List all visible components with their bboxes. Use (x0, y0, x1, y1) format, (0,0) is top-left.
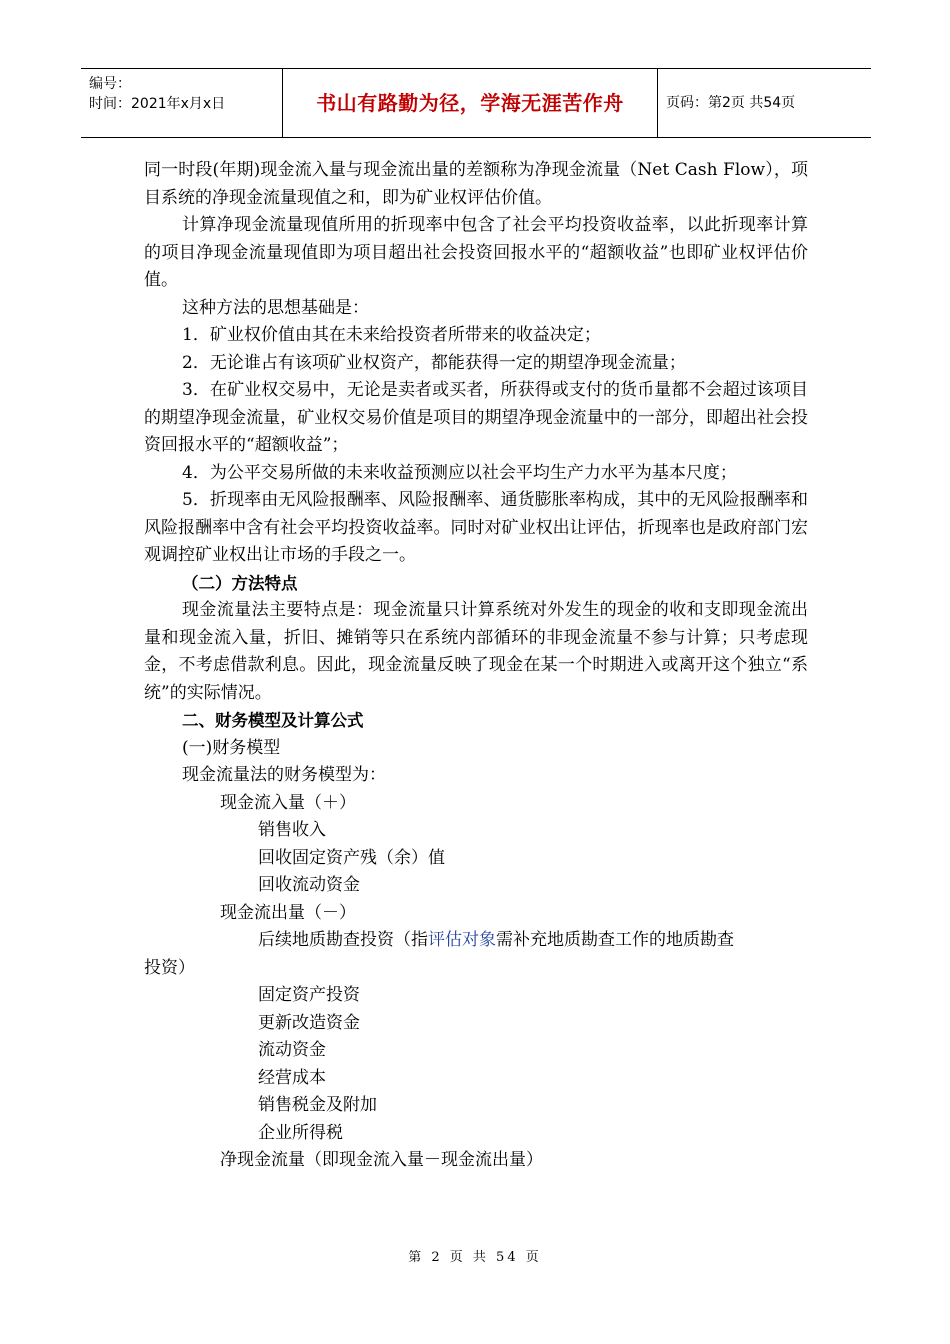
paragraph-features: 现金流量法主要特点是：现金流量只计算系统对外发生的现金的收和支即现金流出量和现金流入量，折旧、摊销等只在系统内部循环的非现金流量不参与计算；只考虑现金，不考虑借款利息。因此，现金流量反映了现金在某一个时期进入或离开这个独立“系统”的实际情况。 (144, 600, 808, 703)
page-header (81, 68, 871, 138)
inflow-item: 回收流动资金 (258, 875, 360, 895)
number-label: 编号： (89, 76, 131, 92)
outflow-item: 更新改造资金 (258, 1012, 360, 1033)
header-page-label: 页码：第2页 共54页 (666, 95, 796, 111)
outflow-text-a: 后续地质勘查投资（指 (258, 930, 428, 950)
outflow-heading: 现金流出量（－） (220, 902, 356, 923)
outflow-text-b: 需补充地质勘查工作的地质勘查 (496, 930, 734, 950)
list-item: 5．折现率由无风险报酬率、风险报酬率、通货膨胀率构成，其中的无风险报酬率和风险报酬率中含有社会平均投资收益率。同时对矿业权出让评估，折现率也是政府部门宏观调控矿业权出让市场的手段之一。 (144, 490, 808, 565)
list-item: 2．无论谁占有该项矿业权资产，都能获得一定的期望净现金流量； (182, 352, 686, 373)
subheading-model: (一)财务模型 (182, 737, 281, 758)
paragraph-discount-rate: 计算净现金流量现值所用的折现率中包含了社会平均投资收益率，以此折现率计算的项目净现金流量现值即为项目超出社会投资回报水平的“超额收益”也即矿业权评估价值。 (144, 215, 808, 290)
outflow-item: 销售税金及附加 (258, 1095, 377, 1115)
date-label: 时间：2021年x月x日 (89, 96, 226, 112)
outflow-item: 企业所得税 (258, 1122, 343, 1143)
list-item: 4．为公平交易所做的未来收益预测应以社会平均生产力水平为基本尺度； (182, 462, 737, 483)
net-cash-flow-line: 净现金流量（即现金流入量－现金流出量） (220, 1150, 543, 1170)
outflow-item: 固定资产投资 (258, 985, 360, 1005)
paragraph-net-cash-flow: 同一时段(年期)现金流入量与现金流出量的差额称为净现金流量（Net Cash Flow），项目系统的净现金流量现值之和，即为矿业权评估价值。 (144, 160, 808, 208)
inflow-item: 销售收入 (258, 820, 326, 840)
page-footer: 第 2 页 共 54 页 (408, 1250, 542, 1265)
header-meta-cell (81, 69, 283, 137)
evaluation-object-link[interactable]: 评估对象 (428, 930, 496, 950)
inflow-heading: 现金流入量（＋） (220, 792, 356, 813)
list-item: 3．在矿业权交易中，无论是卖者或买者，所获得或支付的货币量都不会超过该项目的期望净现金流量，矿业权交易价值是项目的期望净现金流量中的一部分，即超出社会投资回报水平的“超额收益”； (144, 380, 808, 455)
section-heading-model: 二、财务模型及计算公式 (182, 711, 364, 730)
paragraph-basis-intro: 这种方法的思想基础是： (182, 297, 369, 318)
section-heading-features: （二）方法特点 (182, 573, 298, 593)
outflow-item: 经营成本 (258, 1067, 326, 1088)
outflow-item-continuation: 投资） (144, 957, 195, 978)
outflow-item: 流动资金 (258, 1040, 326, 1060)
paragraph-model-intro: 现金流量法的财务模型为： (182, 765, 386, 785)
document-body (144, 157, 808, 1175)
header-motto: 书山有路勤为径，学海无涯苦作舟 (283, 69, 658, 137)
inflow-item: 回收固定资产残（余）值 (258, 847, 445, 868)
outflow-item-exploration (144, 927, 808, 955)
list-item: 1．矿业权价值由其在未来给投资者所带来的收益决定； (182, 325, 601, 345)
